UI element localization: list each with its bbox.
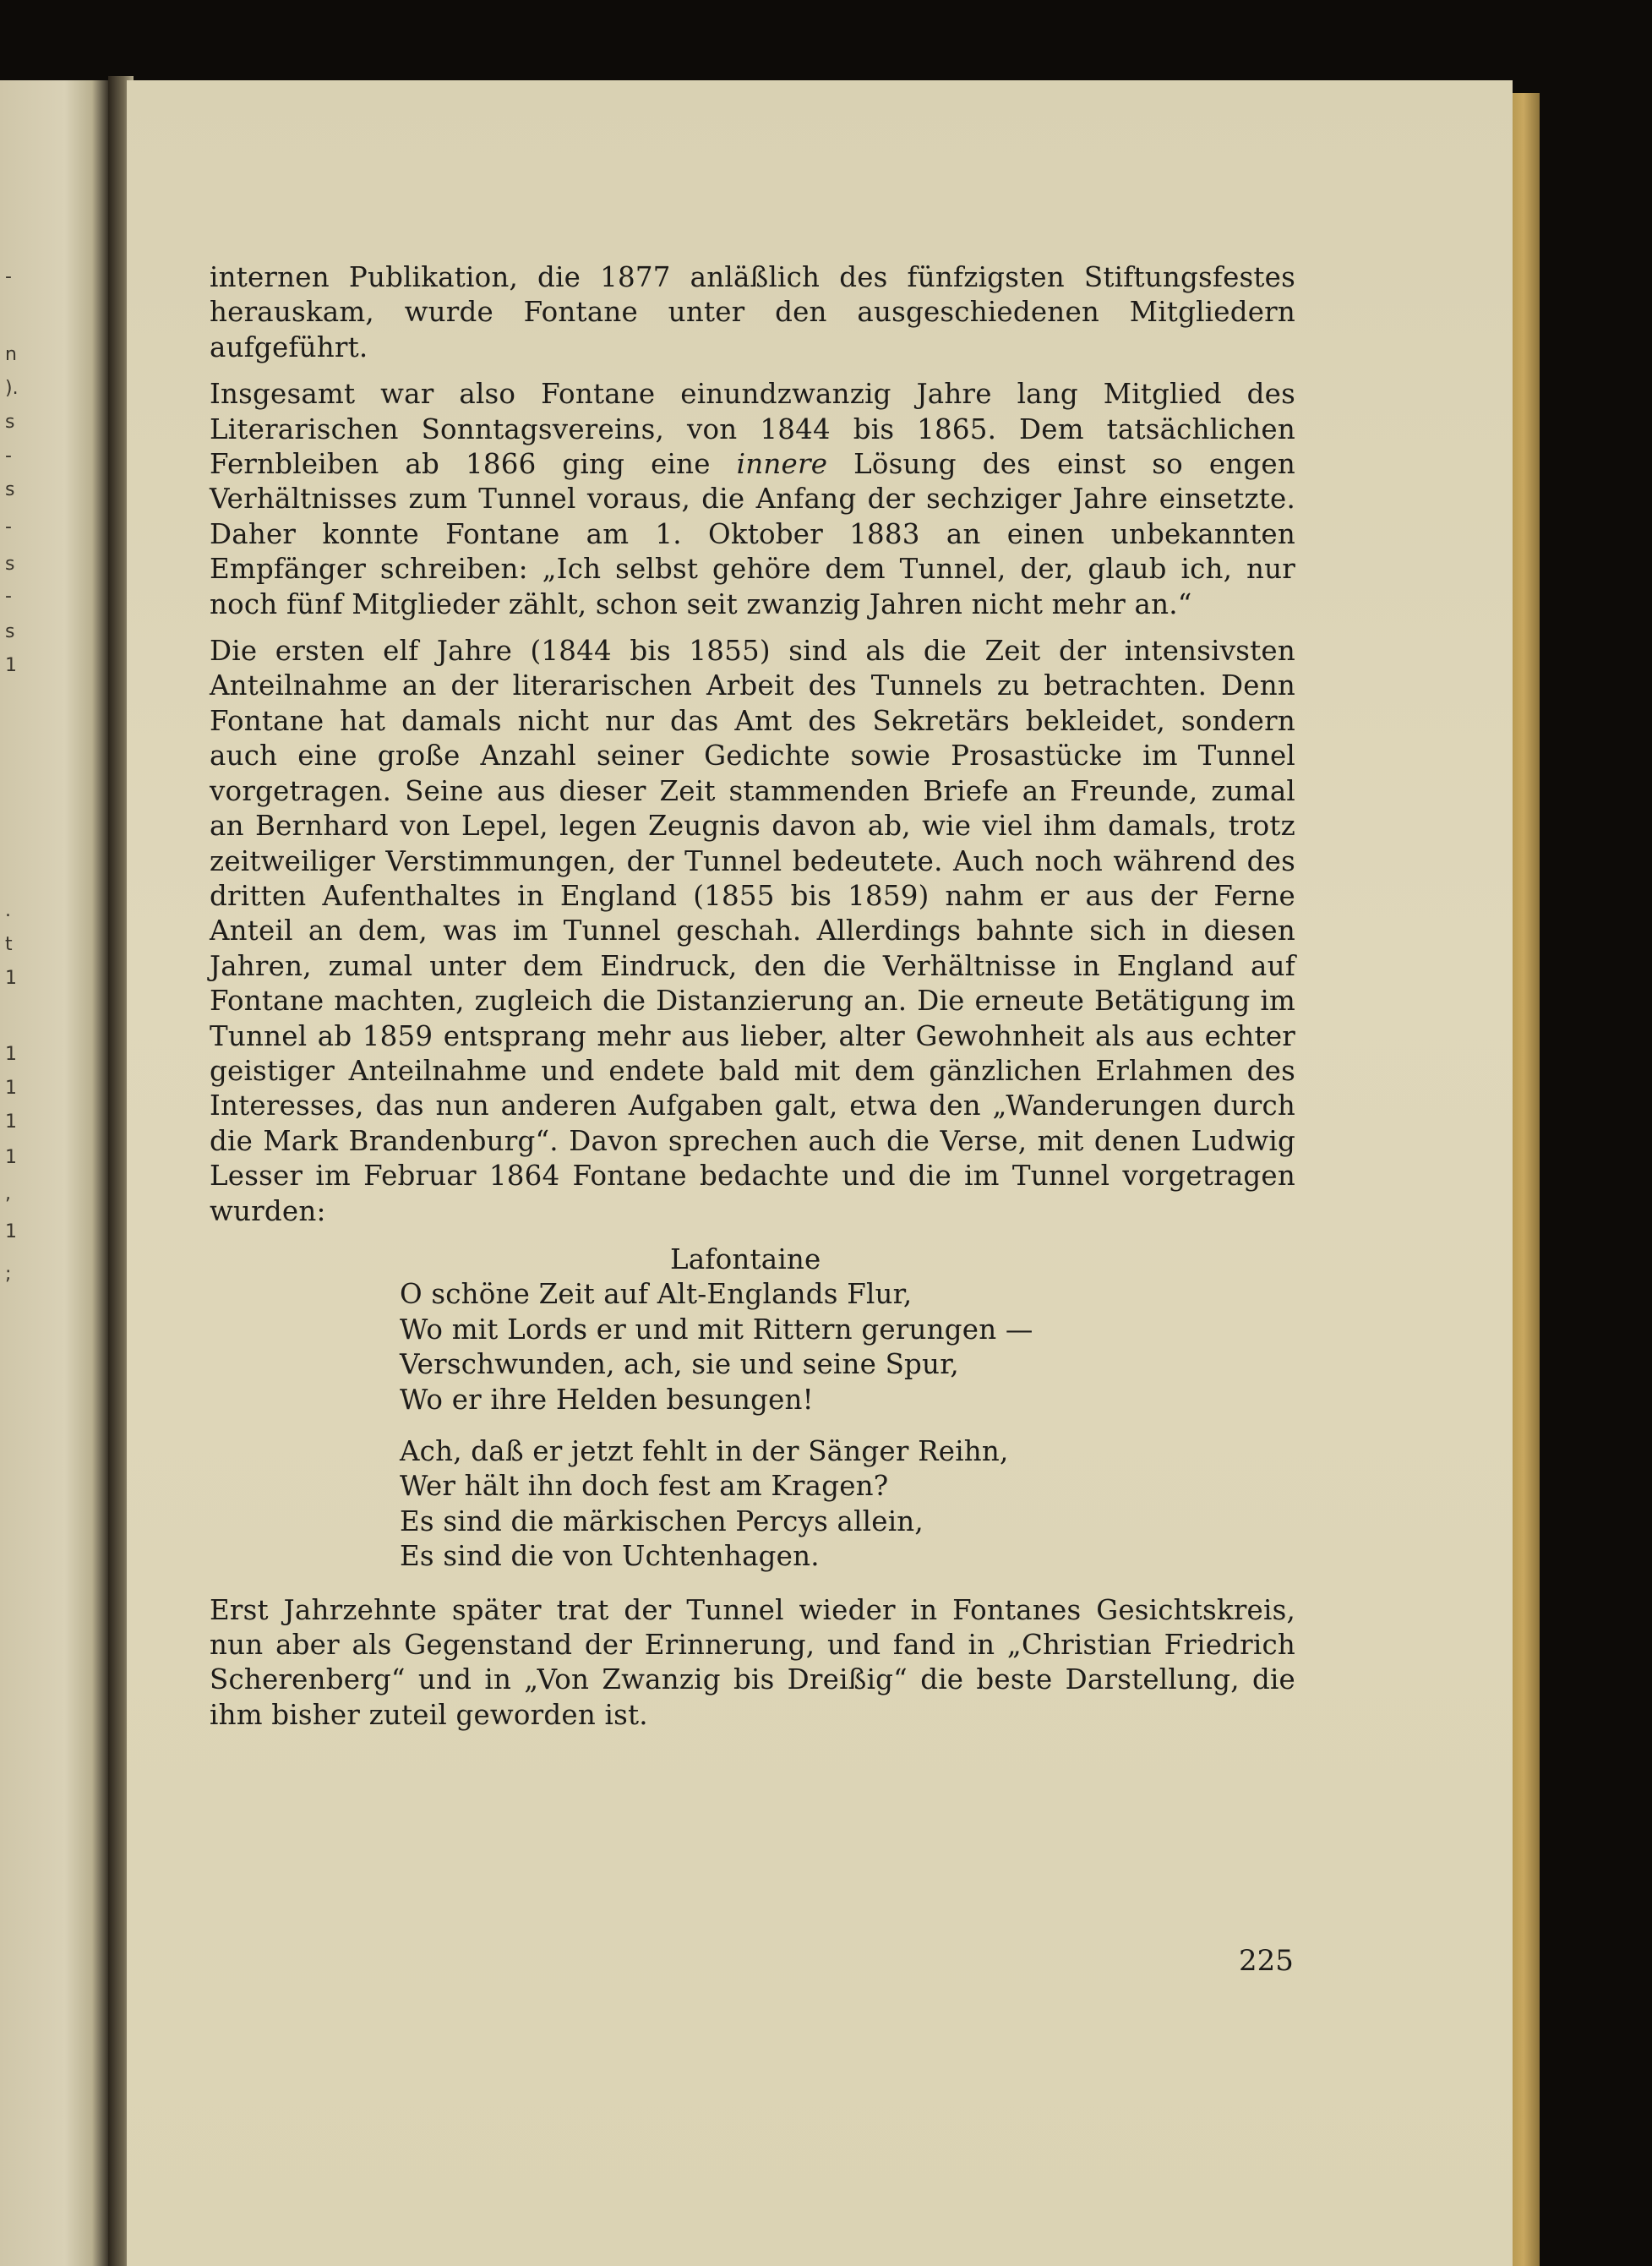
facing-page-fragment: s (5, 621, 15, 642)
facing-page-fragment: n (5, 344, 17, 365)
poem-line: Es sind die von Uchtenhagen. (400, 1540, 820, 1573)
poem-stanza (400, 1277, 1245, 1417)
facing-page-fragment: s (5, 554, 15, 575)
poem-line: Wo er ihre Helden besungen! (400, 1383, 814, 1416)
paragraph (210, 377, 1295, 622)
poem-line: O schöne Zeit auf Alt-Englands Flur, (400, 1278, 913, 1311)
paragraph: Erst Jahrzehnte später trat der Tunnel wieder in Fontanes Gesichtskreis, nun aber als Gegenstand der Erinnerung, und fand in „Christian Friedrich Scherenberg“ und in „Von Zwanzig bis Dreißig“ die beste Darstellung, die ihm bisher zuteil geworden ist. (210, 1593, 1295, 1731)
facing-page-fragment: s (5, 412, 15, 433)
facing-page-fragment: s (5, 479, 15, 500)
paragraph-text: Lösung des einst so engen Verhältnisses zum Tunnel voraus, die Anfang der sechziger Jahre einsetzte. Daher konnte Fontane am 1. Oktober 1883 an einen unbekannten Empfänger schreiben: „Ich selbst gehöre dem Tunnel, der, glaub ich, nur noch fünf Mitglieder zählt, schon seit zwanzig Jahren nicht mehr an.“ (210, 448, 1295, 620)
facing-page-fragment: - (5, 516, 12, 538)
poem (400, 1242, 1245, 1575)
facing-page-fragment: 1 (5, 655, 17, 676)
facing-page-fragment: ; (5, 1264, 12, 1285)
facing-page-fragment: , (5, 1183, 11, 1204)
emphasized-word: innere (736, 448, 828, 481)
facing-page-fragment: 1 (5, 1078, 17, 1099)
facing-page-edge (0, 80, 108, 2266)
facing-page-fragment: - (5, 266, 12, 287)
facing-page-fragment: ). (5, 378, 19, 399)
page-number: 225 (1239, 1944, 1294, 1978)
paragraph-text: Insgesamt war also Fontane einundzwanzig Jahre lang Mitglied des Literarischen Sonntagsvereins, von 1844 bis 1865. Dem tatsächlichen Fernbleiben ab 1866 ging eine (210, 378, 1295, 481)
facing-page-fragment: - (5, 445, 12, 467)
poem-line: Verschwunden, ach, sie und seine Spur, (400, 1348, 959, 1381)
page-stack-edge (1513, 93, 1540, 2266)
poem-line: Wer hält ihn doch fest am Kragen? (400, 1470, 889, 1503)
poem-line: Es sind die märkischen Percys allein, (400, 1504, 924, 1537)
facing-page-fragment: 1 (5, 1221, 17, 1242)
facing-page-fragment: 1 (5, 1147, 17, 1168)
poem-line: Wo mit Lords er und mit Rittern gerungen — (400, 1313, 1033, 1346)
facing-page-fragment: t (5, 934, 13, 955)
paragraph: Die ersten elf Jahre (1844 bis 1855) sind als die Zeit der intensivsten Anteilnahme an der literarischen Arbeit des Tunnels zu betrachten. Denn Fontane hat damals nicht nur das Amt des Sekretärs bekleidet, sondern auch eine große Anzahl seiner Gedichte sowie Prosastücke im Tunnel vorgetragen. Seine aus dieser Zeit stammenden Briefe an Freunde, zumal an Bernhard von Lepel, legen Zeugnis davon ab, wie viel ihm damals, trotz zeitweiliger Verstimmungen, der Tunnel bedeutete. Auch noch während des dritten Aufenthaltes in England (1855 bis 1859) nahm er aus der Ferne Anteil an dem, was im Tunnel geschah. Allerdings bahnte sich in diesen Jahren, zumal unter dem Eindruck, den die Verhältnisse in England auf Fontane machten, zugleich die Distanzierung an. Die erneute Betätigung im Tunnel ab 1859 entsprang mehr aus lieber, alter Gewohnheit als aus echter geistiger Anteilnahme und endete bald mit dem gänzlichen Erlahmen des Interesses, das nun anderen Aufgaben galt, etwa den „Wanderungen durch die Mark Brandenburg“. Davon sprechen auch die Verse, mit denen Ludwig Lesser im Februar 1864 Fontane bedachte und die im Tunnel vorgetragen wurden: (210, 635, 1295, 1227)
facing-page-fragment: 1 (5, 1044, 17, 1065)
poem-title: Lafontaine (670, 1242, 821, 1275)
facing-page-fragment: 1 (5, 968, 17, 989)
facing-page-fragment: - (5, 586, 12, 607)
facing-page-fragment: 1 (5, 1111, 17, 1133)
paragraph: internen Publikation, die 1877 anläßlich des fünfzigsten Stiftungsfestes herauskam, wurde Fontane unter den ausgeschiedenen Mitgliedern aufgeführt. (210, 261, 1295, 363)
poem-stanza (400, 1434, 1245, 1575)
facing-page-fragment: . (5, 900, 11, 921)
page-text (210, 260, 1295, 1745)
poem-line: Ach, daß er jetzt fehlt in der Sänger Reihn, (400, 1435, 1009, 1467)
